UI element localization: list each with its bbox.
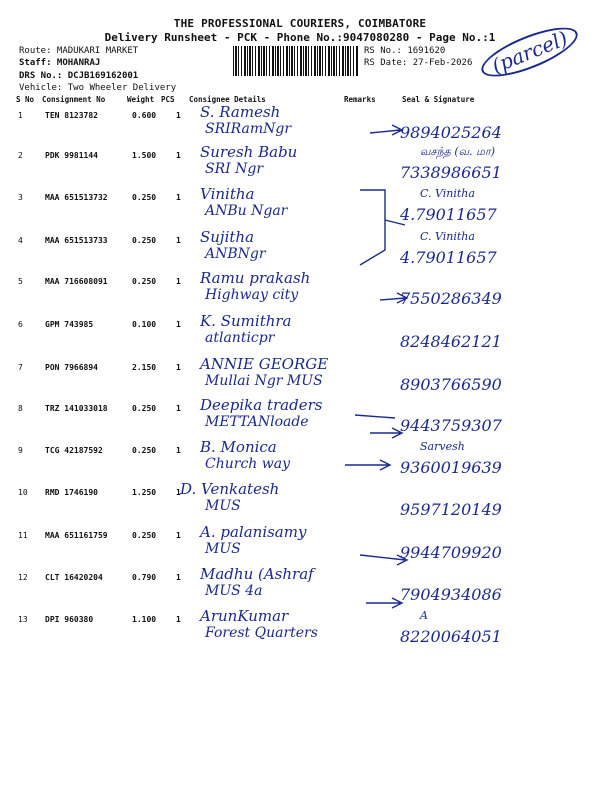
staff-label: Staff: MOHANRAJ — [19, 58, 101, 68]
consignee-address: SRI Ngr — [205, 161, 264, 177]
row-consignment: GPM 743985 — [45, 320, 94, 329]
row-pcs: 1 — [176, 277, 181, 286]
parcel-handwritten-note: (parcel) — [476, 18, 584, 86]
row-pcs: 1 — [176, 573, 181, 582]
col-weight: Weight — [127, 95, 155, 104]
row-consignment: PDK 9981144 — [45, 151, 98, 160]
row-pcs: 1 — [176, 615, 181, 624]
row-consignment: TEN 8123782 — [45, 111, 98, 120]
row-weight: 0.250 — [132, 236, 157, 245]
row-consignment: TCG 42187592 — [45, 446, 103, 455]
consignee-address: METTANloade — [205, 414, 309, 430]
row-sno: 6 — [18, 320, 23, 329]
row-pcs: 1 — [176, 151, 181, 160]
consignee-address: MUS — [205, 498, 241, 514]
row-weight: 0.250 — [132, 193, 157, 202]
receiver-phone: 9597120149 — [400, 500, 502, 519]
consignee-address: SRIRamNgr — [205, 121, 292, 137]
route-label: Route: MADUKARI MARKET — [19, 46, 139, 56]
receiver-phone: 8220064051 — [400, 627, 502, 646]
consignee-name: Deepika traders — [200, 396, 323, 414]
vehicle-label: Vehicle: Two Wheeler Delivery — [19, 83, 177, 93]
col-consignee: Consignee Details — [189, 95, 266, 104]
row-sno: 7 — [18, 363, 23, 372]
row-weight: 0.250 — [132, 404, 157, 413]
row-pcs: 1 — [176, 320, 181, 329]
row-sno: 5 — [18, 277, 23, 286]
row-sno: 2 — [18, 151, 23, 160]
consignee-address: atlanticpr — [205, 330, 275, 346]
receiver-phone: 9894025264 — [400, 123, 502, 142]
col-consignment: Consignment No — [42, 95, 106, 104]
row-consignment: CLT 16420204 — [45, 573, 103, 582]
rs-date: RS Date: 27-Feb-2026 — [364, 58, 473, 68]
row-sno: 12 — [18, 573, 28, 582]
drs-number: DRS No.: DCJB169162001 — [19, 71, 139, 81]
row-pcs: 1 — [176, 488, 181, 497]
consignee-address: Church way — [205, 456, 290, 472]
receiver-signature: Sarvesh — [420, 440, 465, 453]
consignee-name: Suresh Babu — [200, 143, 298, 161]
row-weight: 0.600 — [132, 111, 157, 120]
row-sno: 13 — [18, 615, 28, 624]
consignee-name: ANNIE GEORGE — [200, 355, 329, 373]
col-pcs: PCS — [161, 95, 175, 104]
col-sno: S No — [16, 95, 35, 104]
receiver-phone: 9944709920 — [400, 543, 502, 562]
row-sno: 11 — [18, 531, 28, 540]
col-seal-signature: Seal & Signature — [402, 95, 475, 104]
row-weight: 0.790 — [132, 573, 157, 582]
receiver-phone: 7904934086 — [400, 585, 502, 604]
row-sno: 10 — [18, 488, 28, 497]
receiver-phone: 7338986651 — [400, 163, 502, 182]
row-pcs: 1 — [176, 363, 181, 372]
receiver-phone: 4.79011657 — [400, 248, 497, 267]
row-sno: 4 — [18, 236, 23, 245]
consignee-name: Madhu (Ashraf — [200, 565, 314, 583]
row-consignment: PON 7966894 — [45, 363, 98, 372]
row-weight: 0.250 — [132, 531, 157, 540]
receiver-signature: C. Vinitha — [420, 187, 475, 200]
row-weight: 0.250 — [132, 446, 157, 455]
row-sno: 3 — [18, 193, 23, 202]
consignee-name: D. Venkatesh — [180, 480, 280, 498]
consignee-name: Ramu prakash — [200, 269, 311, 287]
row-consignment: DPI 960380 — [45, 615, 94, 624]
consignee-address: ANBu Ngar — [205, 203, 288, 219]
row-sno: 8 — [18, 404, 23, 413]
company-title: THE PROFESSIONAL COURIERS, COIMBATORE — [173, 17, 427, 30]
row-pcs: 1 — [176, 531, 181, 540]
barcode — [233, 46, 359, 76]
consignee-name: K. Sumithra — [200, 312, 292, 330]
row-weight: 0.100 — [132, 320, 157, 329]
col-remarks: Remarks — [344, 95, 376, 104]
consignee-address: ANBNgr — [205, 246, 266, 262]
receiver-phone: 9443759307 — [400, 416, 502, 435]
row-consignment: RMD 1746190 — [45, 488, 98, 497]
receiver-signature: C. Vinitha — [420, 230, 475, 243]
consignee-name: ArunKumar — [200, 607, 289, 625]
row-consignment: MAA 651161759 — [45, 531, 108, 540]
consignee-name: A. palanisamy — [200, 523, 307, 541]
receiver-phone: 4.79011657 — [400, 205, 497, 224]
receiver-phone: 7550286349 — [400, 289, 502, 308]
receiver-signature: A — [420, 609, 428, 622]
row-consignment: TRZ 141033018 — [45, 404, 108, 413]
row-consignment: MAA 651513732 — [45, 193, 108, 202]
consignee-name: B. Monica — [200, 438, 277, 456]
row-sno: 9 — [18, 446, 23, 455]
consignee-address: Highway city — [205, 287, 299, 303]
row-weight: 2.150 — [132, 363, 157, 372]
receiver-phone: 8248462121 — [400, 332, 502, 351]
receiver-signature: வசந்த (வ. மா) — [420, 145, 496, 158]
receiver-phone: 9360019639 — [400, 458, 502, 477]
consignee-name: Vinitha — [200, 185, 255, 203]
consignee-address: MUS — [205, 541, 241, 557]
consignee-address: Forest Quarters — [205, 625, 318, 641]
receiver-phone: 8903766590 — [400, 375, 502, 394]
consignee-name: S. Ramesh — [200, 103, 281, 121]
row-weight: 1.500 — [132, 151, 157, 160]
row-consignment: MAA 651513733 — [45, 236, 108, 245]
row-pcs: 1 — [176, 404, 181, 413]
row-pcs: 1 — [176, 111, 181, 120]
runsheet-subtitle: Delivery Runsheet - PCK - Phone No.:9047080280 - Page No.:1 — [104, 31, 496, 44]
row-pcs: 1 — [176, 193, 181, 202]
consignee-address: Mullai Ngr MUS — [205, 373, 323, 389]
rs-number: RS No.: 1691620 — [364, 46, 446, 56]
row-consignment: MAA 716608091 — [45, 277, 108, 286]
row-weight: 0.250 — [132, 277, 157, 286]
row-pcs: 1 — [176, 236, 181, 245]
row-sno: 1 — [18, 111, 23, 120]
row-weight: 1.250 — [132, 488, 157, 497]
row-pcs: 1 — [176, 446, 181, 455]
consignee-address: MUS 4a — [205, 583, 263, 599]
row-weight: 1.100 — [132, 615, 157, 624]
consignee-name: Sujitha — [200, 228, 255, 246]
